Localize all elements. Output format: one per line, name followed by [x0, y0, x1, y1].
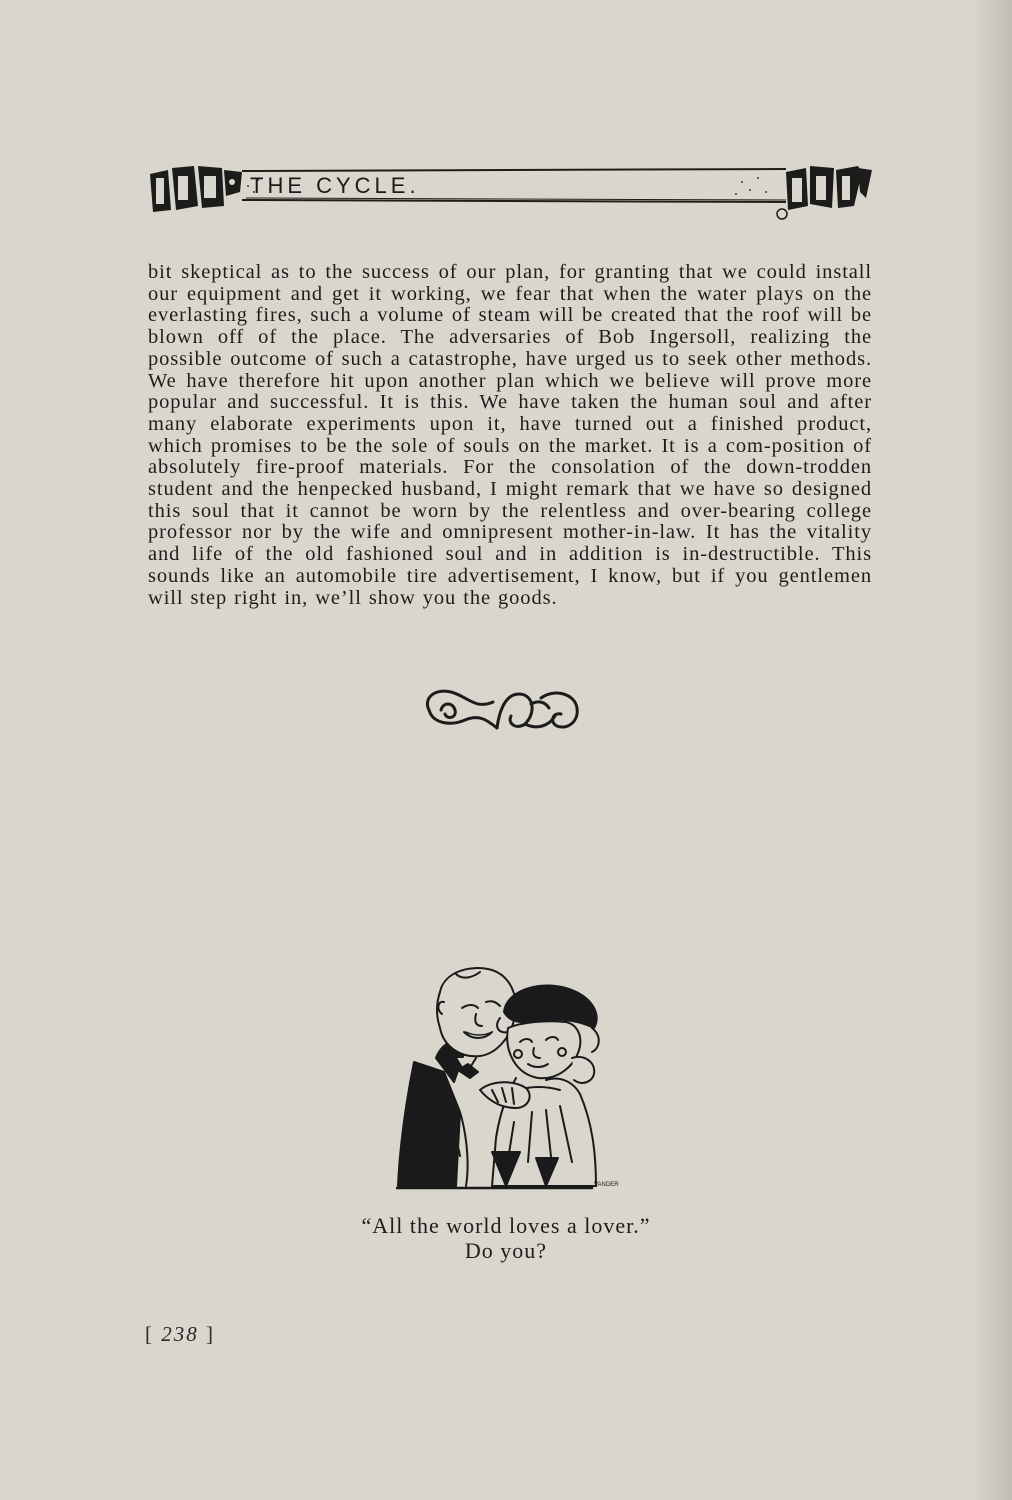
caption-line-1: “All the world loves a lover.” — [361, 1213, 651, 1238]
page-number-value: 238 — [161, 1322, 199, 1346]
header-title: THE CYCLE. — [250, 173, 420, 198]
couple-illustration — [396, 962, 628, 1192]
body-paragraph: bit skeptical as to the success of our plan, for granting that we could install our equipment and get it working, we fear that when the water plays on the everlasting fires, such a volume of steam will be created that the roof will be blown off of the place. The adversaries of Bob Ingersoll, realizing the possible outcome of such a catastrophe, have urged us to seek other methods. We have therefore hit upon another plan which we believe will prove more popular and successful. It is this. We have taken the human soul and after many elaborate experiments upon it, have turned out a finished product, which promises to be the sole of souls on the market. It is a com-position of absolutely fire-proof materials. For the consolation of the down-trodden student and the henpecked husband, I might remark that we have so designed this soul that it cannot be worn by the relentless and over-bearing college professor nor by the wife and omnipresent mother-in-law. It has the vitality and life of the old fashioned soul and in addition is in-destructible. This sounds like an automobile tire advertisement, I know, but if you gentlemen will step right in, we’ll show you the goods. — [148, 261, 872, 609]
decorative-ornament — [421, 680, 585, 736]
caption-line-2: Do you? — [464, 1238, 548, 1263]
artist-signature: VANDER — [594, 1182, 619, 1188]
page-number — [145, 1322, 215, 1347]
page-number-close-bracket: ] — [206, 1322, 215, 1346]
page-number-open-bracket: [ — [145, 1322, 154, 1346]
illustration-caption — [300, 1213, 712, 1263]
page-edge-shadow — [972, 0, 1012, 1500]
couple-drawing — [396, 962, 628, 1192]
running-header — [146, 162, 874, 222]
